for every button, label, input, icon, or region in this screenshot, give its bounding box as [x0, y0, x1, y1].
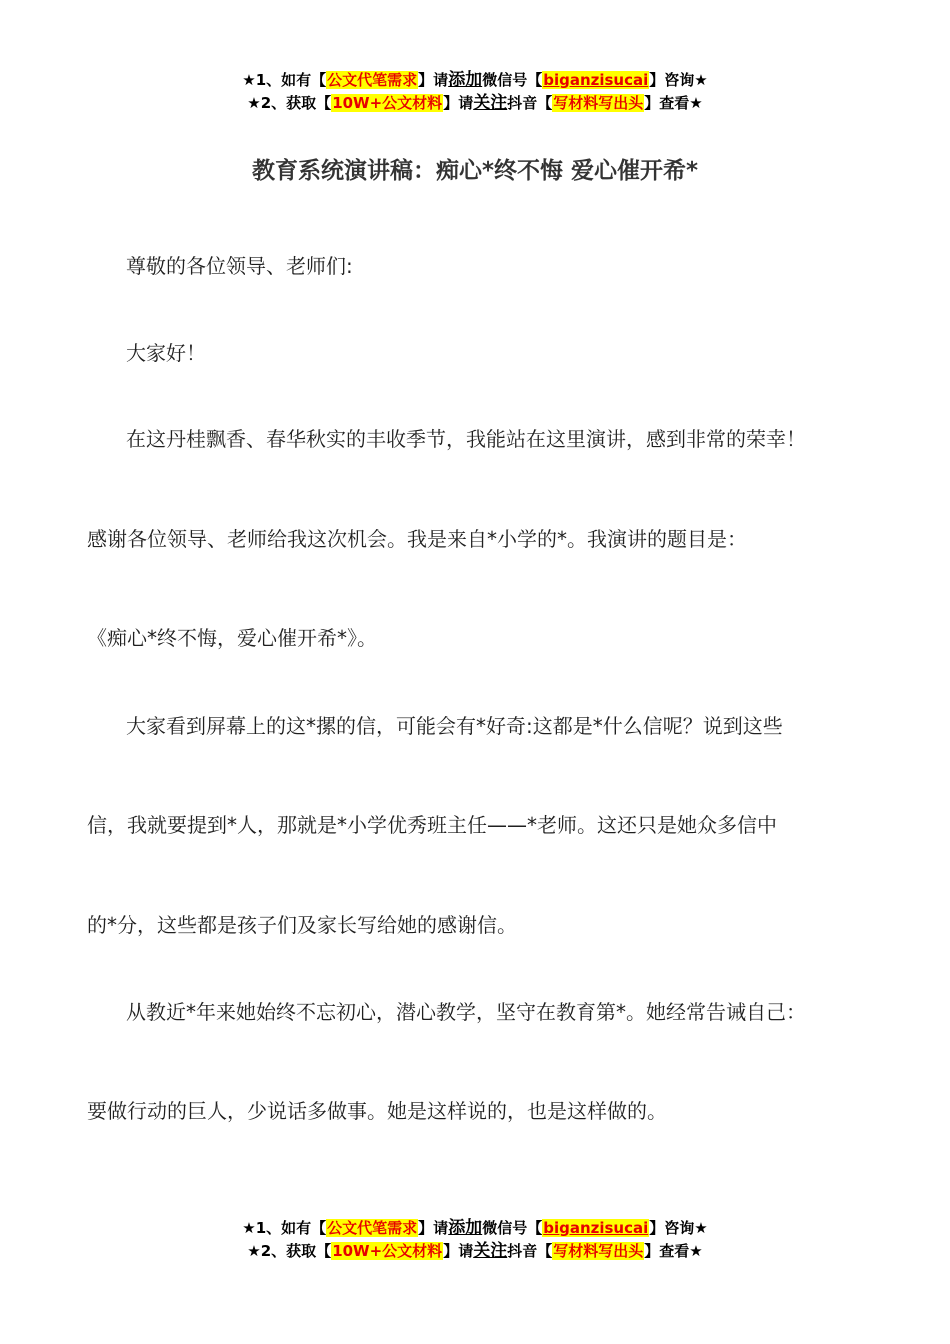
paragraph-1-line-3: 《痴心*终不悔，爱心催开希*》。 [87, 626, 377, 650]
banner-text: 】请 [443, 1242, 474, 1260]
banner-highlight-materials: 10W+公文材料 [332, 94, 443, 112]
banner-text: 】查看★ [644, 94, 703, 112]
paragraph-2-line-3: 的*分，这些都是孩子们及家长写给她的感谢信。 [87, 913, 517, 937]
greeting-line: 尊敬的各位领导、老师们: [126, 254, 353, 278]
banner-line-1 [0, 69, 950, 92]
paragraph-3-line-2: 要做行动的巨人，少说话多做事。她是这样说的，也是这样做的。 [87, 1099, 667, 1123]
banner-underline-add: 添加 [448, 70, 483, 90]
banner-text: 】咨询★ [649, 1219, 708, 1237]
footer-banner [0, 1217, 950, 1263]
paragraph-1-line-1: 在这丹桂飘香、春华秋实的丰收季节，我能站在这里演讲，感到非常的荣幸！ [126, 427, 806, 451]
banner-text: 】请 [418, 1219, 449, 1237]
banner-text: ★2、获取【 [247, 1242, 332, 1260]
banner-text: 】咨询★ [649, 71, 708, 89]
banner-line-2 [0, 1240, 950, 1263]
banner-text: 抖音【 [507, 1242, 553, 1260]
paragraph-2-line-2: 信，我就要提到*人，那就是*小学优秀班主任——*老师。这还只是她众多信中 [87, 813, 777, 837]
banner-highlight-materials: 10W+公文材料 [332, 1242, 443, 1260]
banner-wechat-id-link[interactable]: biganzisucai [543, 71, 649, 89]
banner-text: ★1、如有【 [242, 1219, 327, 1237]
banner-underline-follow: 关注 [473, 1241, 508, 1261]
paragraph-2-line-1: 大家看到屏幕上的这*摞的信，可能会有*好奇:这都是*什么信呢？说到这些 [126, 714, 783, 738]
banner-text: 微信号【 [482, 1219, 543, 1237]
banner-text: ★1、如有【 [242, 71, 327, 89]
banner-highlight-account: 写材料写出头 [553, 1242, 644, 1260]
banner-text: 】请 [418, 71, 449, 89]
banner-line-2 [0, 92, 950, 115]
header-banner [0, 69, 950, 115]
banner-line-1 [0, 1217, 950, 1240]
banner-text: 抖音【 [507, 94, 553, 112]
banner-underline-follow: 关注 [473, 93, 508, 113]
banner-text: 】请 [443, 94, 474, 112]
banner-highlight-account: 写材料写出头 [553, 94, 644, 112]
paragraph-3-line-1: 从教近*年来她始终不忘初心，潜心教学，坚守在教育第*。她经常告诫自己： [126, 1000, 806, 1024]
banner-underline-add: 添加 [448, 1218, 483, 1238]
hello-line: 大家好！ [126, 341, 206, 365]
document-title: 教育系统演讲稿：痴心*终不悔 爱心催开希* [251, 158, 699, 184]
banner-text: ★2、获取【 [247, 94, 332, 112]
banner-wechat-id-link[interactable]: biganzisucai [543, 1219, 649, 1237]
banner-text: 微信号【 [482, 71, 543, 89]
paragraph-1-line-2: 感谢各位领导、老师给我这次机会。我是来自*小学的*。我演讲的题目是： [87, 527, 747, 551]
banner-highlight-service: 公文代笔需求 [327, 71, 418, 89]
banner-highlight-service: 公文代笔需求 [327, 1219, 418, 1237]
banner-text: 】查看★ [644, 1242, 703, 1260]
